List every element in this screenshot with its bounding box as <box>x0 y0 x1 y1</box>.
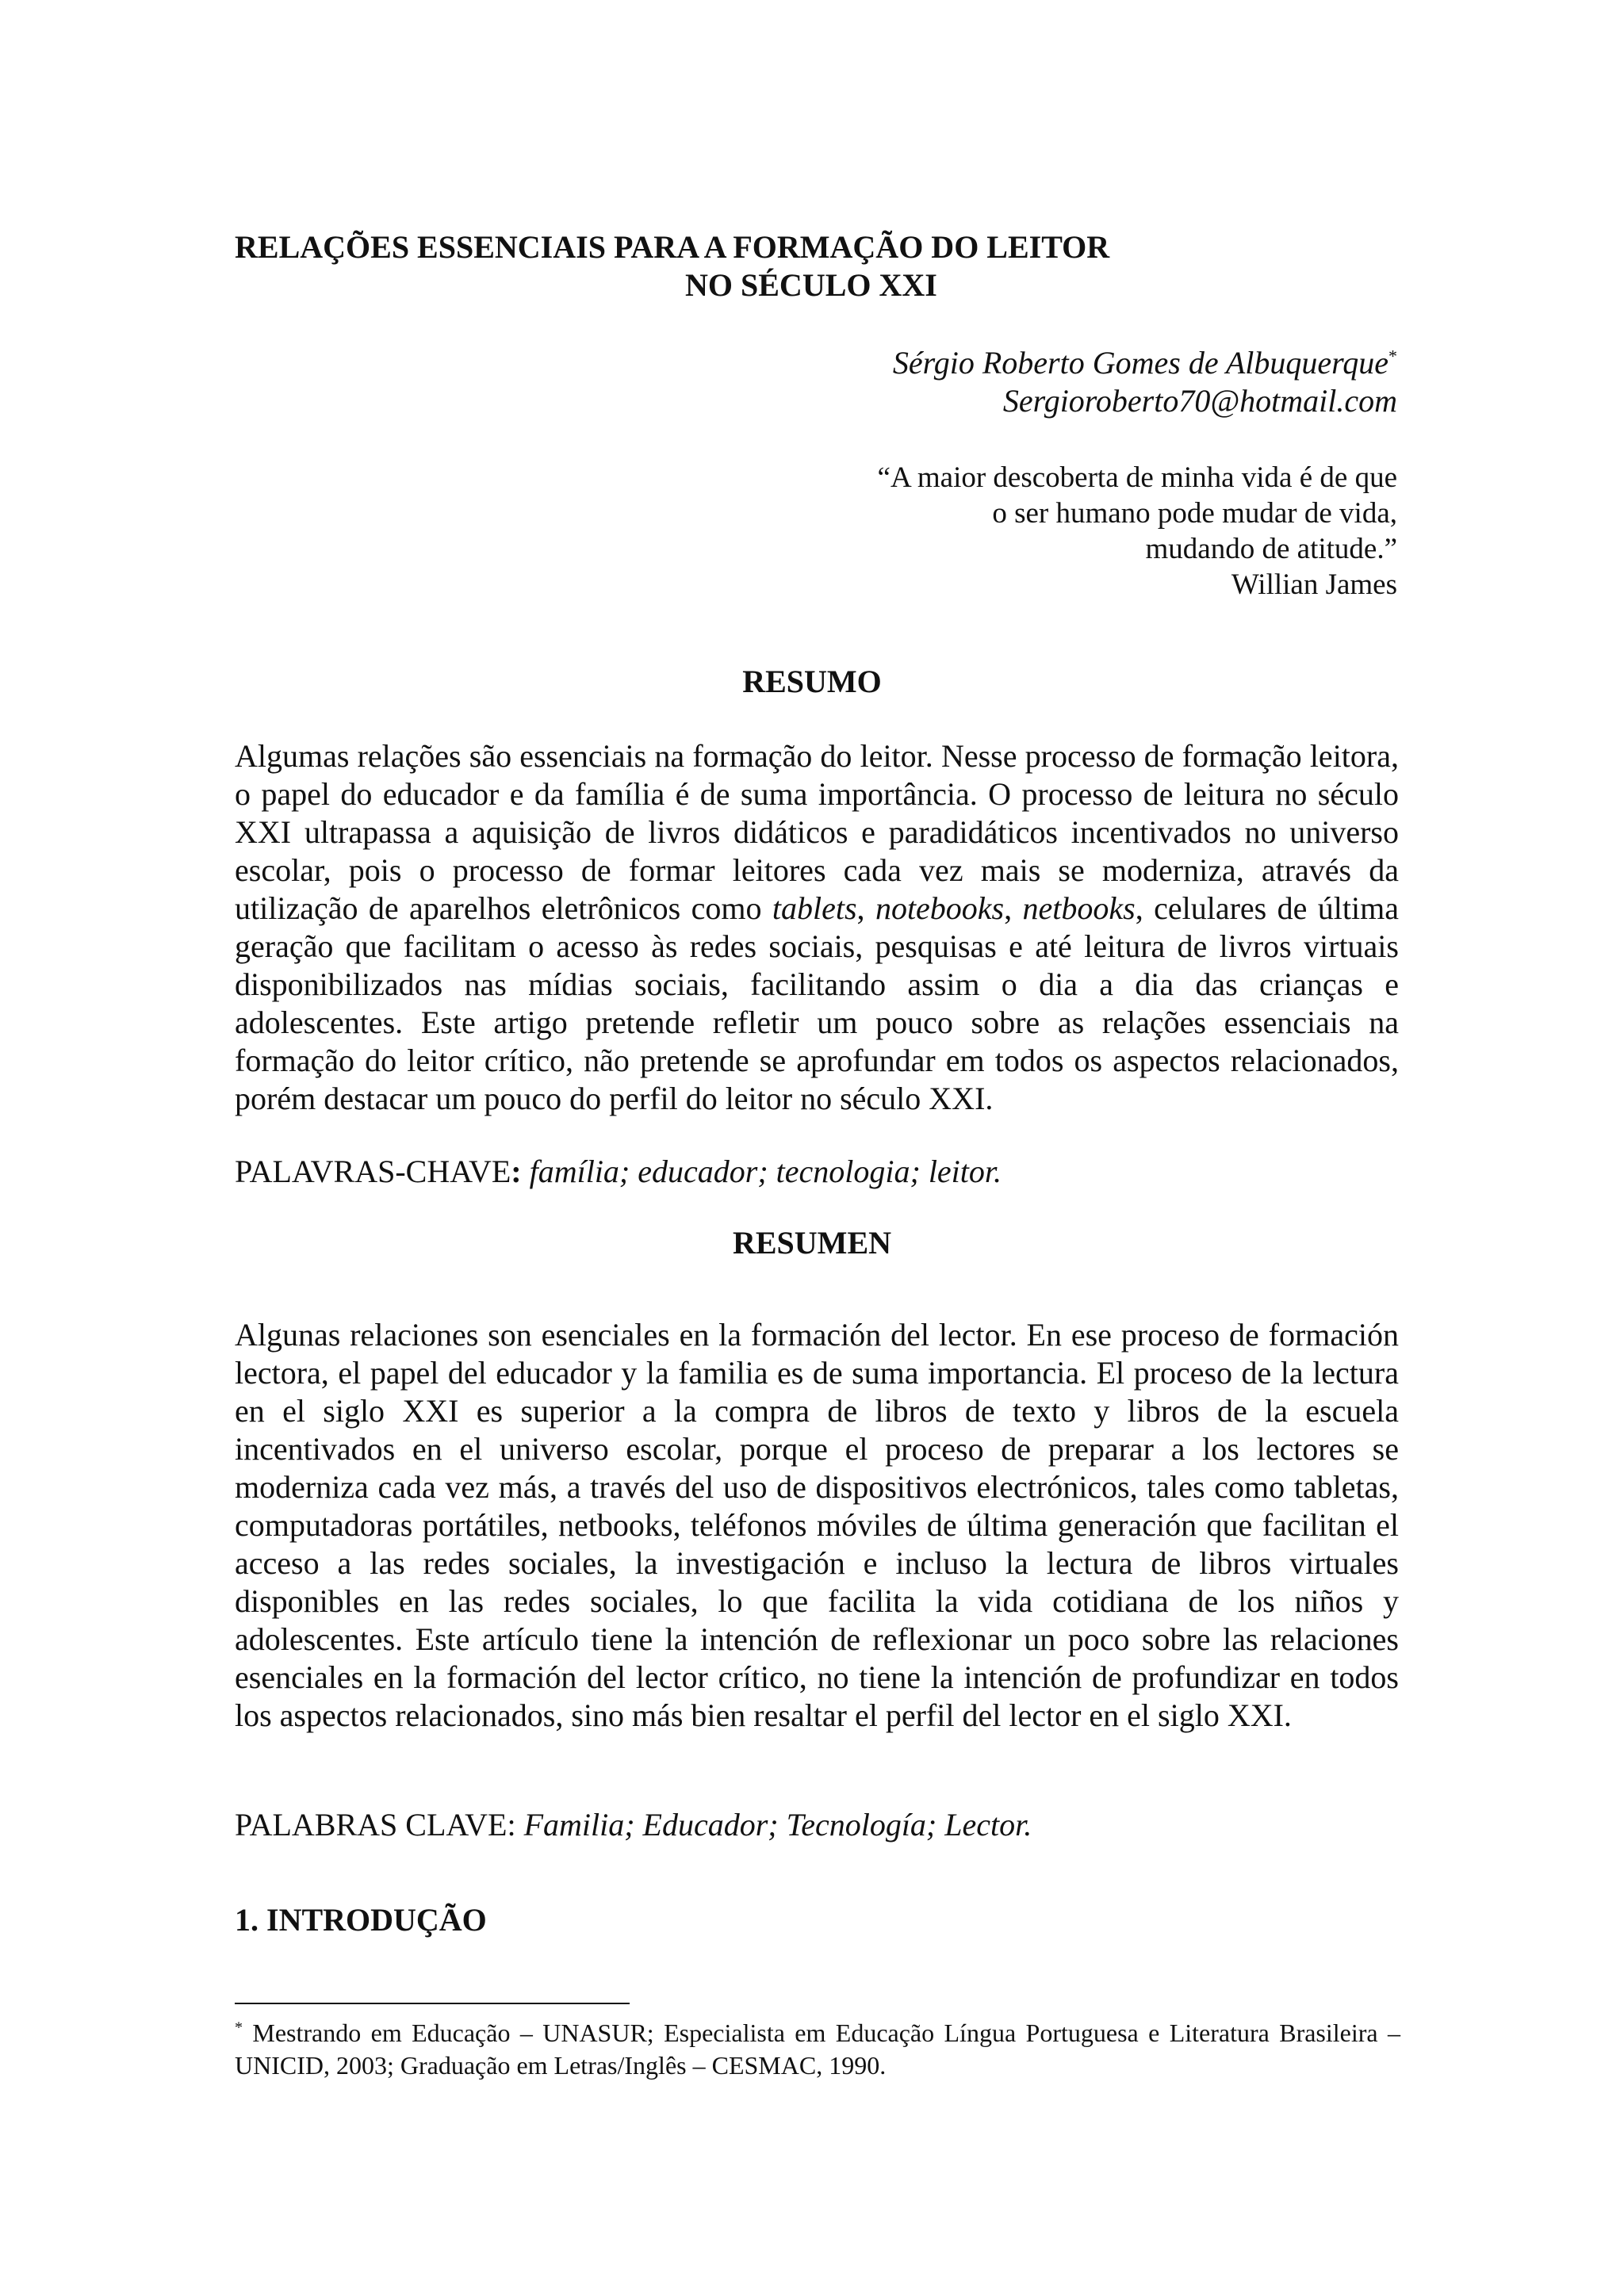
palabras-clave-label: PALABRAS CLAVE: <box>235 1807 524 1843</box>
epigraph-line: o ser humano pode mudar de vida, <box>992 497 1397 530</box>
resumo-heading: RESUMO <box>742 664 882 699</box>
author-email: Sergioroberto70@hotmail.com <box>1002 383 1397 419</box>
epigraph-attribution: Willian James <box>1231 568 1397 601</box>
resumo-term-tablets: tablets <box>772 890 857 926</box>
title-line-1: RELAÇÕES ESSENCIAIS PARA A FORMAÇÃO DO LEITOR <box>235 229 1110 265</box>
palavras-chave <box>235 1153 1400 1191</box>
author-footnote-mark: * <box>1388 346 1397 366</box>
footnote-mark: * <box>235 2019 243 2037</box>
resumen-heading: RESUMEN <box>732 1225 892 1261</box>
resumo-text: , <box>1004 890 1023 926</box>
epigraph-line: mudando de atitude.” <box>1145 533 1397 565</box>
introduction-heading: 1. INTRODUÇÃO <box>235 1902 487 1938</box>
epigraph-line: “A maior descoberta de minha vida é de que <box>877 461 1397 494</box>
resumo-paragraph <box>235 737 1399 1118</box>
author-name-line <box>446 344 1397 382</box>
palavras-chave-colon: : <box>511 1154 522 1189</box>
footnote <box>235 2017 1400 2082</box>
resumo-term-netbooks: netbooks <box>1022 890 1136 926</box>
palavras-chave-list: família; educador; tecnologia; leitor. <box>521 1154 1002 1189</box>
palavras-chave-label: PALAVRAS-CHAVE <box>235 1154 511 1189</box>
author-block <box>446 344 1397 420</box>
palabras-clave-list: Familia; Educador; Tecnología; Lector. <box>523 1807 1032 1843</box>
epigraph <box>446 460 1397 603</box>
resumo-text: , <box>856 890 875 926</box>
footnote-separator <box>235 2003 630 2004</box>
resumo-text: Algumas relações são essenciais na formação do leitor. Nesse processo de formação leitora, o papel do educador e da família é de suma importância. O processo de leitura no século XXI ultrapassa a aquisição de livros didáticos e paradidáticos incentivados no universo escolar, pois o processo de formar leitores cada vez mais se moderniza, através da utilização de aparelhos eletrônicos como <box>235 738 1399 926</box>
paper-title <box>235 228 1408 304</box>
title-line-2: NO SÉCULO XXI <box>685 267 937 303</box>
resumo-text: , celulares de última geração que facilitam o acesso às redes sociais, pesquisas e até leitura de livros virtuais disponibilizados nas mídias sociais, facilitando assim o dia a dia das crianças e adolescentes. Este artigo pretende refletir um pouco sobre as relações essenciais na formação do leitor crítico, não pretende se aprofundar em todos os aspectos relacionados, porém destacar um pouco do perfil do leitor no século XXI. <box>235 890 1400 1116</box>
resumo-term-notebooks: notebooks <box>875 890 1005 926</box>
author-name: Sérgio Roberto Gomes de Albuquerque <box>892 345 1388 381</box>
footnote-text: Mestrando em Educação – UNASUR; Especialista em Educação Língua Portuguesa e Literatura Brasileira – UNICID, 2003; Graduação em Letras/Inglês – CESMAC, 1990. <box>235 2019 1400 2080</box>
palabras-clave <box>235 1806 1400 1844</box>
resumen-paragraph: Algunas relaciones son esenciales en la formación del lector. En ese proceso de formación lectora, el papel del educador y la familia es de suma importancia. El proceso de la lectura en el siglo XXI es superior a la compra de libros de texto y libros de la escuela incentivados en el universo escolar, porque el proceso de preparar a los lectores se moderniza cada vez más, a través del uso de dispositivos electrónicos, tales como tabletas, computadoras portátiles, netbooks, teléfonos móviles de última generación que facilitan el acceso a las redes sociales, la investigación e incluso la lectura de libros virtuales disponibles en las redes sociales, lo que facilita la vida cotidiana de los niños y adolescentes. Este artículo tiene la intención de reflexionar un poco sobre las relaciones esenciales en la formación del lector crítico, no tiene la intención de profundizar en todos los aspectos relacionados, sino más bien resaltar el perfil del lector en el siglo XXI. <box>235 1317 1399 1733</box>
